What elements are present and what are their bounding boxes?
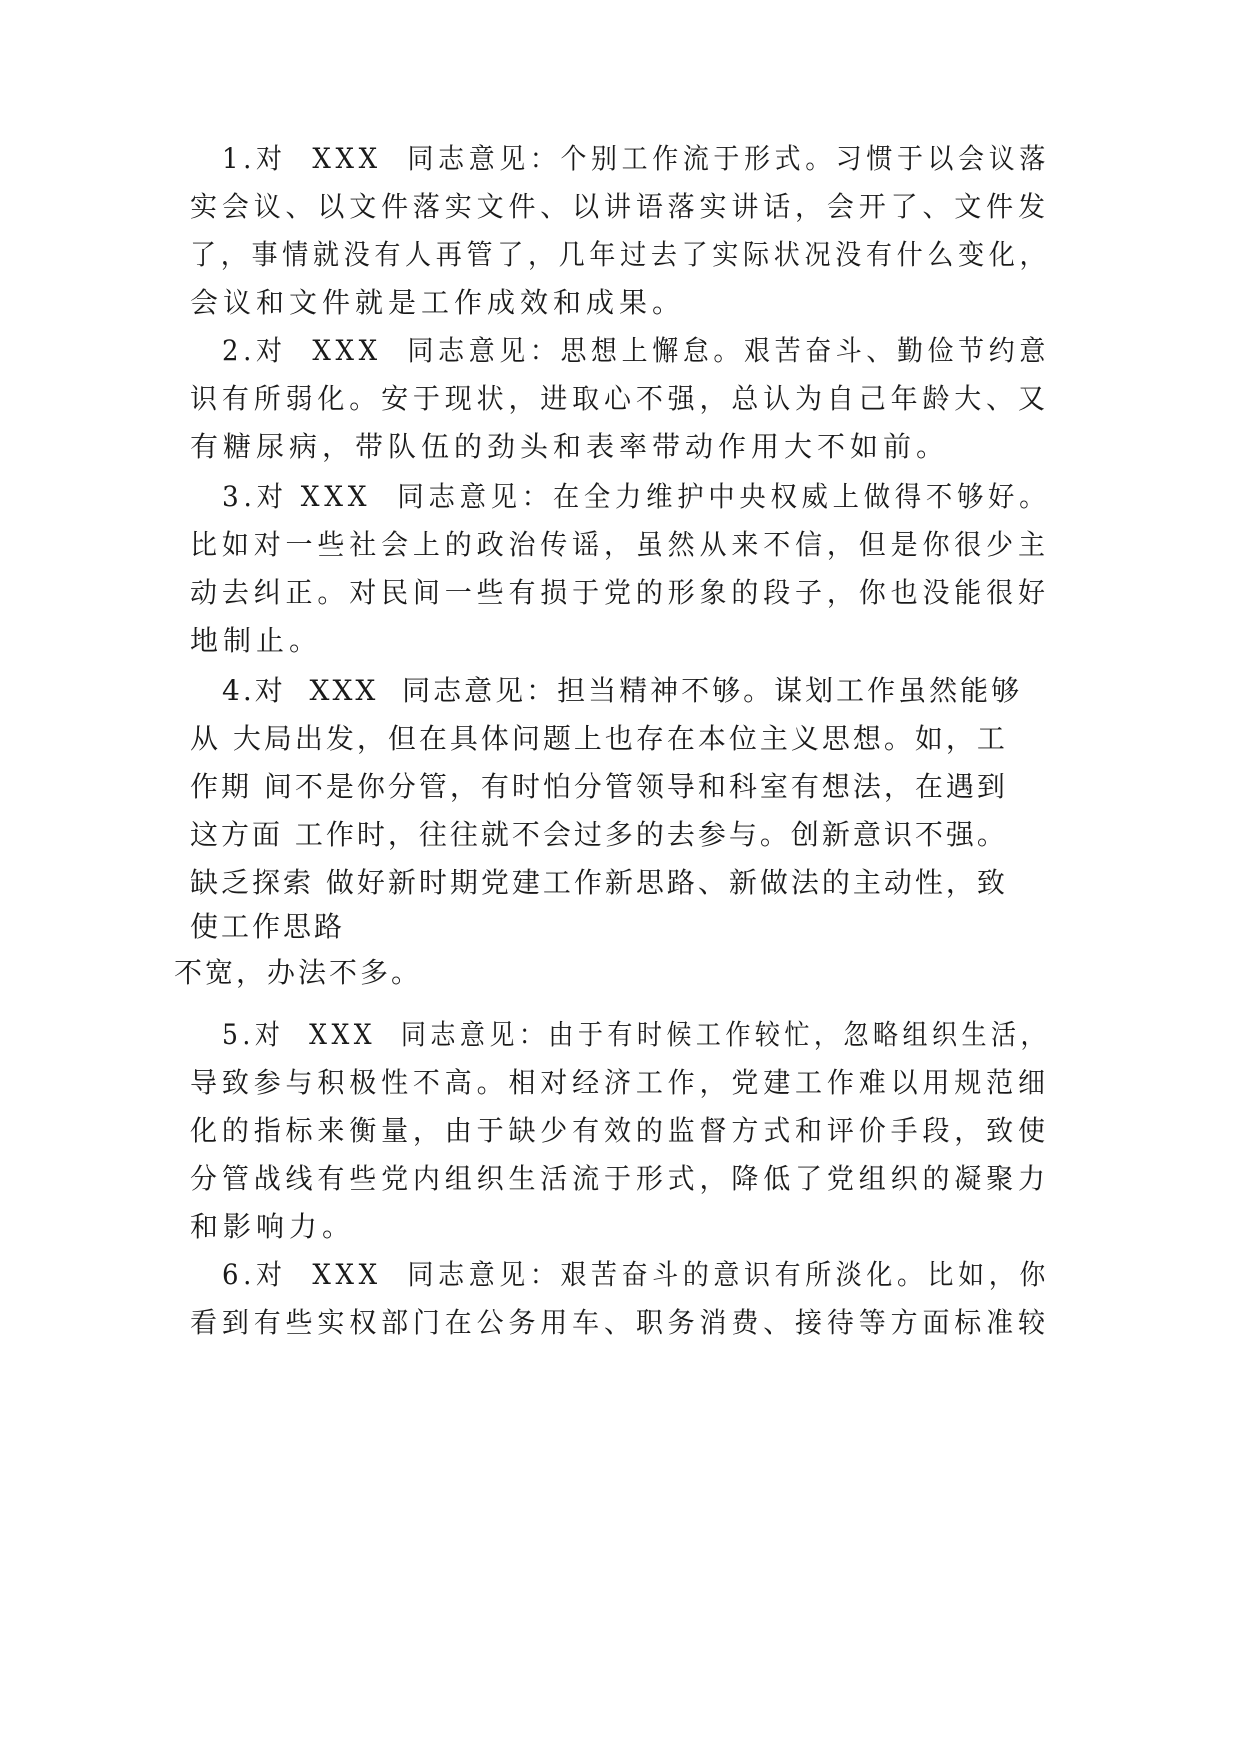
- paragraph-3-line-1: 3.对 XXX 同志意见：在全力维护中央权威上做得不够好。: [222, 480, 1051, 513]
- paragraph-3-line-2: 比如对一些社会上的政治传谣，虽然从来不信，但是你很少主: [190, 528, 1050, 561]
- paragraph-4-line-1: 4.对 XXX 同志意见：担当精神不够。谋划工作虽然能够: [222, 674, 1023, 707]
- paragraph-1-line-1: 1.对 XXX 同志意见：个别工作流于形式。习惯于以会议落: [222, 142, 1050, 175]
- paragraph-5-line-1: 5.对 XXX 同志意见：由于有时候工作较忙，忽略组织生活，: [222, 1018, 1050, 1051]
- paragraph-4-line-2: 从 大局出发，但在具体问题上也存在本位主义思想。如，工: [190, 722, 1008, 755]
- paragraph-4-line-6: 使工作思路: [190, 910, 346, 943]
- paragraph-1-line-2: 实会议、以文件落实文件、以讲语落实讲话，会开了、文件发: [190, 190, 1050, 223]
- paragraph-5-line-4: 分管战线有些党内组织生活流于形式，降低了党组织的凝聚力: [190, 1162, 1050, 1195]
- paragraph-4-line-5: 缺乏探索 做好新时期党建工作新思路、新做法的主动性，致: [190, 866, 1008, 899]
- paragraph-1-line-3: 了，事情就没有人再管了，几年过去了实际状况没有什么变化，: [190, 238, 1051, 271]
- paragraph-2-line-2: 识有所弱化。安于现状，进取心不强，总认为自己年龄大、又: [190, 382, 1050, 415]
- paragraph-2-line-1: 2.对 XXX 同志意见：思想上懈怠。艰苦奋斗、勤俭节约意: [222, 334, 1050, 367]
- paragraph-4-line-4: 这方面 工作时，往往就不会过多的去参与。创新意识不强。: [190, 818, 1008, 851]
- paragraph-6-line-1: 6.对 XXX 同志意见：艰苦奋斗的意识有所淡化。比如，你: [222, 1258, 1050, 1291]
- paragraph-2-line-3: 有糖尿病，带队伍的劲头和表率带动作用大不如前。: [190, 430, 950, 463]
- paragraph-3-line-3: 动去纠正。对民间一些有损于党的形象的段子，你也没能很好: [190, 576, 1050, 609]
- paragraph-3-line-4: 地制止。: [190, 624, 323, 657]
- paragraph-6-line-2: 看到有些实权部门在公务用车、职务消费、接待等方面标准较: [190, 1306, 1050, 1339]
- paragraph-4-line-7: 不宽，办法不多。: [174, 956, 423, 989]
- paragraph-5-line-5: 和影响力。: [190, 1210, 356, 1243]
- paragraph-5-line-3: 化的指标来衡量，由于缺少有效的监督方式和评价手段，致使: [190, 1114, 1050, 1147]
- paragraph-4-line-3: 作期 间不是你分管，有时怕分管领导和科室有想法，在遇到: [190, 770, 1008, 803]
- paragraph-5-line-2: 导致参与积极性不高。相对经济工作，党建工作难以用规范细: [190, 1066, 1050, 1099]
- paragraph-1-line-4: 会议和文件就是工作成效和成果。: [190, 286, 686, 319]
